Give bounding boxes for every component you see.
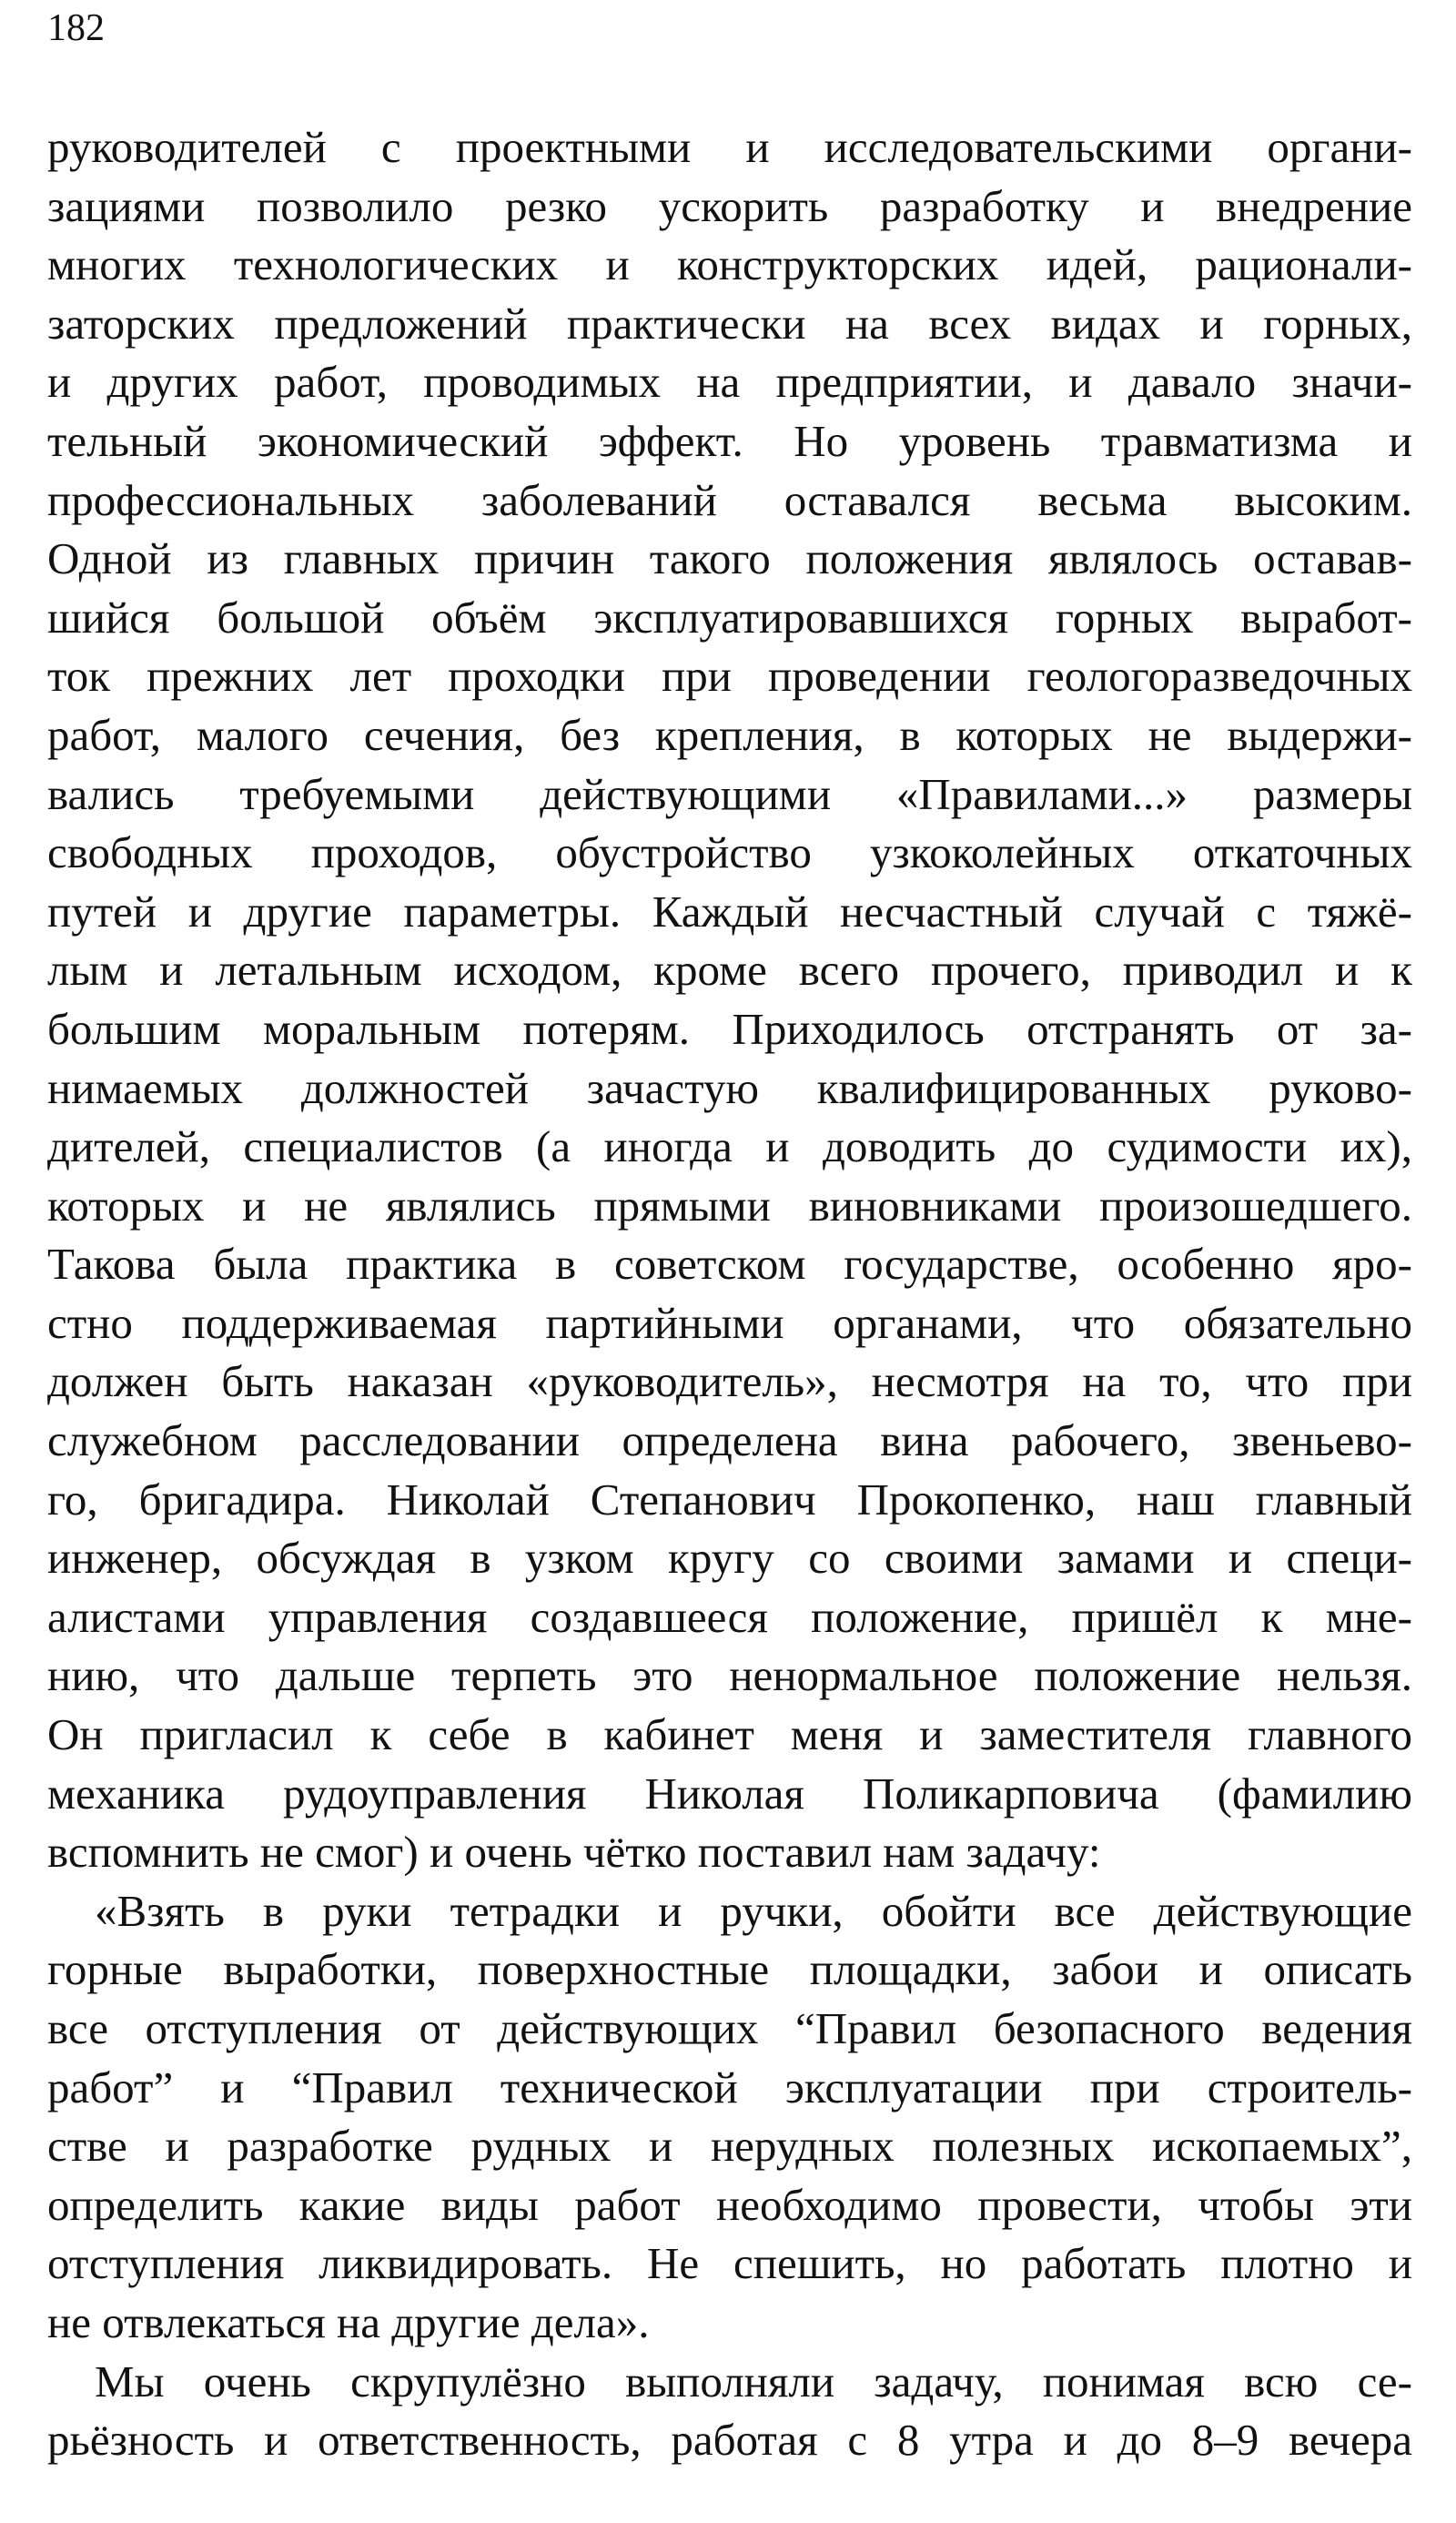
text-line: горные выработки, поверхностные площадки, забои и описать: [47, 1944, 1412, 1995]
text-line: должен быть наказан «руководитель», несмотря на то, что при: [47, 1356, 1412, 1407]
text-line: го, бригадира. Николай Степанович Прокопенко, наш главный: [47, 1474, 1412, 1525]
page-number: 182: [47, 7, 105, 49]
text-line: стве и разработке рудных и нерудных полезных ископаемых”,: [47, 2121, 1412, 2172]
text-line: Одной из главных причин такого положения являлось оставав-: [47, 533, 1412, 584]
text-line: инженер, обсуждая в узком кругу со своими замами и специ-: [47, 1533, 1412, 1584]
text-line: путей и другие параметры. Каждый несчастный случай с тяжё-: [47, 886, 1412, 937]
text-line: отступления ликвидировать. Не спешить, но работать плотно и: [47, 2238, 1412, 2289]
text-line: руководителей с проектными и исследовательскими органи-: [47, 122, 1412, 172]
text-line: не отвлекаться на другие дела».: [47, 2296, 650, 2347]
text-line: которых и не являлись прямыми виновниками произошедшего.: [47, 1180, 1412, 1231]
text-line: вспомнить не смог) и очень чётко поставил нам задачу:: [47, 1827, 1101, 1878]
text-line: рьёзность и ответственность, работая с 8 утра и до 8–9 вечера: [47, 2415, 1412, 2466]
text-line: вались требуемыми действующими «Правилами...» размеры: [47, 768, 1412, 819]
text-line: алистами управления создавшееся положение, пришёл к мне-: [47, 1591, 1412, 1642]
text-line: свободных проходов, обустройство узкоколейных откаточных: [47, 827, 1412, 878]
text-line: все отступления от действующих “Правил безопасного ведения: [47, 2003, 1412, 2053]
text-line: ток прежних лет проходки при проведении геологоразведочных: [47, 651, 1412, 702]
text-line: Такова была практика в советском государстве, особенно яро-: [47, 1239, 1412, 1290]
text-line: зациями позволило резко ускорить разработку и внедрение: [47, 180, 1412, 231]
text-line: многих технологических и конструкторских идей, рационали-: [47, 239, 1412, 290]
text-line: определить какие виды работ необходимо провести, чтобы эти: [47, 2179, 1412, 2230]
text-line: Мы очень скрупулёзно выполняли задачу, понимая всю се-: [95, 2356, 1412, 2406]
text-line: «Взять в руки тетрадки и ручки, обойти все действующие: [95, 1885, 1412, 1936]
text-line: механика рудоуправления Николая Поликарповича (фамилию: [47, 1768, 1412, 1819]
text-line: нию, что дальше терпеть это ненормальное положение нельзя.: [47, 1650, 1412, 1701]
text-line: шийся большой объём эксплуатировавшихся горных выработ-: [47, 592, 1412, 643]
body-text: [47, 118, 1412, 2470]
text-line: заторских предложений практически на всех видах и горных,: [47, 298, 1412, 349]
text-line: дителей, специалистов (а иногда и доводить до судимости их),: [47, 1121, 1412, 1172]
text-line: профессиональных заболеваний оставался весьма высоким.: [47, 474, 1412, 525]
text-line: большим моральным потерям. Приходилось отстранять от за-: [47, 1003, 1412, 1054]
text-line: работ” и “Правил технической эксплуатации при строитель-: [47, 2062, 1412, 2113]
text-line: работ, малого сечения, без крепления, в которых не выдержи-: [47, 709, 1412, 760]
text-line: и других работ, проводимых на предприятии, и давало значи-: [47, 357, 1412, 408]
text-line: служебном расследовании определена вина рабочего, звеньево-: [47, 1415, 1412, 1466]
text-line: тельный экономический эффект. Но уровень травматизма и: [47, 415, 1412, 466]
text-line: лым и летальным исходом, кроме всего прочего, приводил и к: [47, 945, 1412, 996]
text-line: Он пригласил к себе в кабинет меня и заместителя главного: [47, 1709, 1412, 1760]
text-line: нимаемых должностей зачастую квалифицированных руково-: [47, 1062, 1412, 1113]
text-line: стно поддерживаемая партийными органами, что обязательно: [47, 1297, 1412, 1348]
